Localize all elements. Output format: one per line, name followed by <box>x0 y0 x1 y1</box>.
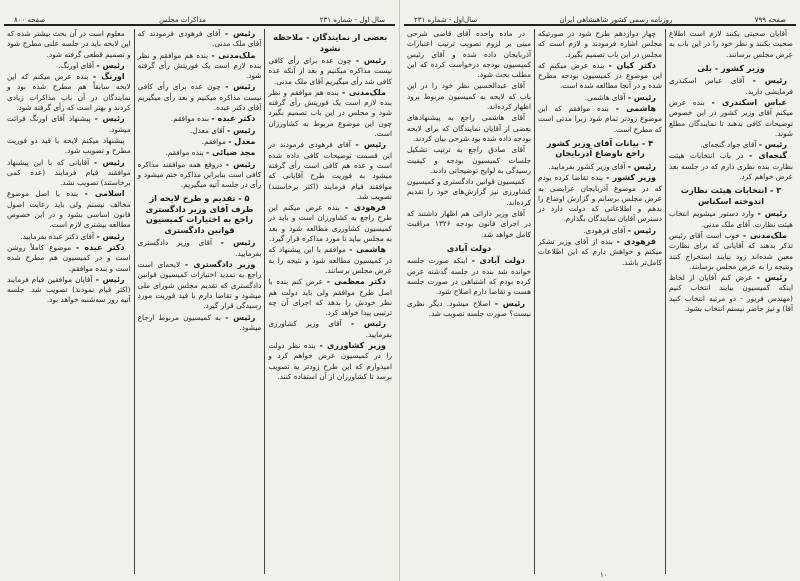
paragraph-text: آقایانی که با این پیشنهاد موافقند قیام فرمایند (عده کمی برخاستند) تصویب نشد. <box>6 157 131 188</box>
page-number: صفحه ۷۹۹ <box>754 16 786 24</box>
paragraph-text: بنده با اصل موضوع مخالف نیستم ولی باید رعایت اصول قانون اساسی بشود و در این خصوص مطالعه بیشتری لازم است. <box>6 189 131 230</box>
paragraph-text: معلوم است در آن بحث بیشتر شده که این لایحه باید در جلسه علنی مطرح شود و تصمیم قطعی گرفته شود. <box>6 29 131 59</box>
left-page-header <box>4 6 395 26</box>
paragraph <box>669 231 793 272</box>
paragraph <box>138 51 262 82</box>
paragraph <box>138 260 262 311</box>
speaker-name: عباس اسکندری - <box>711 97 787 107</box>
paragraph-text: موافقم. <box>201 136 226 146</box>
paragraph-text: بنده موافقم. <box>170 114 210 124</box>
paragraph-text: آقای فرهودی. <box>583 225 626 235</box>
section-heading: ۴ - بیانات آقای وزیر کشور راجع باوضاع آذربایجان <box>546 137 654 159</box>
paragraph <box>7 61 131 71</box>
paragraph <box>407 177 531 208</box>
section-heading: بعضی از نمایندگان - ملاحظه نشود <box>273 32 388 53</box>
paragraph-text: آقای فرهودی فرمودند که آقای ملک مدنی. <box>137 29 262 49</box>
paragraph <box>538 93 662 103</box>
paragraph <box>407 299 531 320</box>
paragraph <box>538 29 662 60</box>
speaker-name: مجد ضیائی - <box>206 148 256 158</box>
paragraph <box>407 113 531 144</box>
paragraph-text: اصلاح میشود. دیگر نظری نیست؟ صورت جلسه تصویب شد. <box>407 298 531 318</box>
paragraph-text: چون عده برای رأی کافی نیست مذاکره میکنیم و بعد رأی میگیریم آقای دکتر عبده. <box>137 82 262 113</box>
speaker-name: رئیس - <box>627 225 656 235</box>
speaker-name: ملک‌مدنی - <box>742 230 787 240</box>
paragraph-text: آقای اورنگ. <box>58 60 95 70</box>
paragraph-text: موضوع کاملاً روشن است و در کمیسیون هم مطرح شده است و بنده موافقم. <box>6 242 131 273</box>
paragraph <box>538 173 662 224</box>
paragraph <box>7 232 131 242</box>
speaker-name: رئیس - <box>627 92 656 102</box>
speaker-name: رئیس - <box>758 140 787 150</box>
speaker-name: رئیس - <box>225 82 256 92</box>
page-section-title: مذاکرات مجلس <box>159 16 206 24</box>
paragraph-text: آقای وزیر کشور بفرمایید. <box>548 161 626 171</box>
paragraph-text: بنده موافقم. <box>165 148 204 158</box>
paragraph <box>669 76 793 97</box>
paragraph <box>268 203 392 244</box>
issue-number: سال اول - شماره ۲۳۱ <box>319 16 385 24</box>
speaker-name: رئیس - <box>220 238 256 248</box>
paragraph <box>669 151 793 182</box>
paragraph-text: چهار دوازدهم طرح شود در صورتیکه مجلس اشاره فرمودند و لازم است که مجلس در این باب تصمیم بگیرد. <box>538 29 662 59</box>
paragraph-text: موافقم با این پیشنهاد که در کمیسیون مطالعه شود و نتیجه را به عرض مجلس برسانند. <box>268 245 392 275</box>
speaker-name: رئیس - <box>96 231 125 241</box>
paragraph <box>407 29 531 80</box>
paragraph <box>268 140 392 202</box>
paragraph-text: آقای عباس اسکندری فرمایشی دارید. <box>669 76 793 96</box>
speaker-name: رئیس - <box>224 29 256 38</box>
paragraph <box>138 29 262 50</box>
paragraph <box>138 160 262 191</box>
text-column <box>665 29 796 574</box>
paragraph-text: چون عده برای رأی کافی نیست مذاکره میکنیم و بعد از آنکه عده کافی شد رأی میگیریم آقای ملک مدنی. <box>268 56 392 86</box>
text-column <box>534 29 665 574</box>
paragraph <box>268 341 392 382</box>
speaker-name: رئیس - <box>752 76 787 86</box>
issue-number: سال‌اول - شماره ۲۳۱ <box>414 16 478 24</box>
paragraph <box>268 319 392 340</box>
speaker-name: رئیس - <box>756 273 787 283</box>
speaker-name: رئیس - <box>96 60 125 70</box>
paragraph <box>407 256 531 297</box>
speaker-name: رئیس - <box>757 209 787 219</box>
speaker-name: رئیس - <box>627 161 656 171</box>
paragraph <box>7 158 131 189</box>
speaker-name: اسلامی - <box>84 189 125 199</box>
speaker-name: گنجه‌ای - <box>749 151 787 161</box>
paragraph-text: در ماده واحده آقای قاضی شرحی مبنی بر لزوم تصویب ترتیب اعتبارات آذربایجان داده شده و آقای رئیس کمیسیون بودجه درخواست کرده که این مطلب بحث شود. <box>407 29 531 80</box>
paragraph-text: پیشنهاد آقای اورنگ قرائت میشود. <box>6 114 131 134</box>
paragraph-text: کمیسیون قوانین دادگستری و کمیسیون کشاورزی نیز گزارش‌های خود را تقدیم کرده‌اند. <box>407 177 531 207</box>
paragraph <box>7 114 131 135</box>
paragraph <box>669 209 793 230</box>
section-heading: دولت آبادی <box>446 242 492 253</box>
speaker-name: رئیس - <box>225 159 256 169</box>
paragraph <box>7 29 131 60</box>
paragraph <box>268 88 392 139</box>
paragraph-text: آقای هاشمی. <box>584 92 626 102</box>
paragraph-text: عرض کنم آقایان از لحاظ اینکه کمیسیون بیایند انتخاب کنیم (مهندس فریور - دو مرتبه انتخاب کنید آقا) و نیز حاضر نیستم انتخاب بشود. <box>669 273 793 314</box>
paragraph-text: آقای عبدالحسین نظر خود را در این باب که لایحه به کمیسیون مربوط برود اظهار کرده‌اند. <box>407 81 531 112</box>
paragraph-text: آقای وزیر دارائی هم اظهار داشتند که در اجرای قانون بودجه ۱۳۲۶ مراقبت کامل خواهد شد. <box>407 209 531 239</box>
paragraph-text: عرض کنم بنده با اصل طرح موافقم ولی باید دولت هم نظر خودش را بدهد که اجرای آن چه ترتیبی پیدا خواهد کرد. <box>268 277 392 318</box>
paragraph <box>7 72 131 113</box>
paragraph-text: دروقع همه موافقند مذاکره کافی است بنابراین مذاکره ختم میشود و رأی در جلسه آتیه میگیریم. <box>137 159 262 190</box>
paragraph-text: آقای جواد گنجه‌ای. <box>700 140 757 150</box>
paragraph-text: در باب انتخابات هیئت نظارت بنده نظری دارم که در جلسه بعد عرض خواهم کرد. <box>669 151 793 182</box>
paragraph <box>407 145 531 176</box>
speaker-name: رئیس - <box>494 298 525 308</box>
paragraph-text: بنده عرض میکنم که این موضوع در کمیسیون بودجه مطرح شده و در آنجا مطالعه شده است. <box>538 60 662 91</box>
paragraph <box>669 29 793 60</box>
paragraph-text: بنده هم موافقم و نظر بنده لازم است یک فوریتش رأی گرفته شود و مجلس در این باب تصمیم بگیرد چون این موضوع مربوط به کشاورزان است. <box>268 87 392 139</box>
paragraph <box>268 277 392 318</box>
speaker-name: فرهودی - <box>616 237 657 247</box>
speaker-name: رئیس - <box>94 114 125 124</box>
paragraph <box>407 209 531 240</box>
paragraph <box>538 162 662 172</box>
paragraph <box>538 104 662 135</box>
paragraph-text: آقای صادق راجع به ترتیب تشکیل جلسات کمیسیون بودجه و کیفیت رسیدگی به لوایح توضیحاتی دادند. <box>407 145 531 175</box>
paragraph <box>7 136 131 157</box>
left-page-columns <box>4 29 395 574</box>
paragraph-text: بنده عرض میکنم این طرح راجع به کشاورزان است و باید در کمیسیون کشاورزی مطالعه شود و بعد به مجلس بیاید تا مورد مذاکره قرار گیرد. <box>268 203 392 244</box>
section-heading: ۵ - تقدیم و طرح لایحه از طرف آقای وزیر دادگستری راجع به اختیارات کمیسیون قوانین دادگستری <box>145 193 254 235</box>
speaker-name: وزیر کشاورزی - <box>319 341 386 351</box>
paragraph-text: بنده عرض میکنم آقای وزیر کشور در این خصوص توضیحات کافی بدهند تا نمایندگان مطلع شوند. <box>669 97 793 138</box>
paragraph <box>138 114 262 124</box>
paragraph-text: آقای وزیر کشاورزی بفرمایید. <box>268 319 392 339</box>
paragraph <box>268 245 392 276</box>
paragraph <box>538 237 662 268</box>
paragraph <box>538 226 662 236</box>
paragraph-text: لایحه‌ای است راجع به تمدید اختیارات کمیسیون قوانین دادگستری که تقدیم مجلس شورای ملی میشود و تقاضا دارم با قید فوریت مورد رسیدگی قرار گیرد. <box>137 260 262 311</box>
paragraph <box>268 56 392 87</box>
page-footer-number: ۱۰ <box>600 571 608 579</box>
paragraph-text: بنده نظر دولت را در کمیسیون عرض خواهم کرد و امیدوارم که این طرح زودتر به تصویب برسد تا کشاورزان از آن استفاده کنند. <box>268 341 392 381</box>
right-page-header <box>404 6 796 26</box>
paragraph-text: بنده از آقای وزیر تشکر میکنم و خواهش دارم که این اطلاعات کامل‌تر باشد. <box>538 237 662 267</box>
paragraph <box>138 148 262 158</box>
paragraph-text: بنده هم موافقم و نظر بنده لازم است یک فوریتش رأی گرفته شود. <box>137 50 262 81</box>
paragraph <box>669 273 793 314</box>
paragraph-text: خوب است آقای رئیس تذکر بدهند که آقایانی که برای نظارت معین شده‌اند زود بیایند استخراج کنند ونتیجه را به عرض مجلس برسانند. <box>669 230 793 271</box>
paragraph-text: اینکه صورت جلسه خوانده شد بنده در جلسه گذشته عرض کرده بودم که اشتباهی در صورت جلسه هست و تقاضا دارم اصلاح شود. <box>407 256 531 297</box>
speaker-name: رئیس - <box>355 140 387 150</box>
paragraph-text: آقای معدل. <box>190 125 225 135</box>
paragraph <box>138 126 262 136</box>
paragraph <box>538 61 662 92</box>
paragraph <box>138 82 262 113</box>
paragraph-text: وارد دستور میشویم انتخاب هیئت نظارت. آقای ملک مدنی. <box>669 209 793 229</box>
speaker-name: دکتر عبده - <box>211 114 256 124</box>
speaker-name: رئیس - <box>350 319 387 329</box>
speaker-name: فرهودی - <box>344 203 386 213</box>
paragraph <box>7 275 131 306</box>
section-heading: وزیر کشور - بلی <box>697 62 765 73</box>
paragraph-text: به کمیسیون مربوط ارجاع میشود. <box>137 312 262 332</box>
text-column <box>264 29 395 574</box>
paragraph <box>138 238 262 259</box>
speaker-name: هاشمی - <box>615 104 656 114</box>
speaker-name: رئیس - <box>227 125 256 135</box>
speaker-name: دکتر عبده - <box>75 242 125 252</box>
speaker-name: دولت آبادی - <box>471 256 525 266</box>
paragraph <box>138 137 262 147</box>
paragraph <box>669 98 793 139</box>
right-page-columns <box>404 29 796 574</box>
speaker-name: ملک‌مدنی - <box>211 50 256 60</box>
speaker-name: دکتر معظمی - <box>326 277 386 287</box>
paragraph-text: آقایان موافقین قیام فرمایند (اکثر قیام نمودند) تصویب شد. جلسه آتیه روز سه‌شنبه خواهد بود. <box>6 274 131 305</box>
paragraph-text: بنده تقاضا کرده بودم که در موضوع آذربایجان عرایضی به عرض مجلس برسانم و گزارش اوضاع را بدهم و اطلاعاتی که دولت دارد در دسترس آقایان نمایندگان بگذارم. <box>538 173 662 224</box>
speaker-name: رئیس - <box>93 157 125 167</box>
right-page <box>400 0 800 581</box>
speaker-name: وزیر دادگستری - <box>184 260 256 270</box>
paragraph <box>7 189 131 230</box>
speaker-name: اورنگ - <box>92 72 125 82</box>
paragraph <box>7 243 131 274</box>
text-column <box>134 29 265 574</box>
paragraph-text: آقای وزیر دادگستری بفرمایید. <box>137 238 262 258</box>
speaker-name: رئیس - <box>95 274 125 284</box>
paragraph-text: آقای هاشمی راجع به پیشنهادهای بعضی از آقایان نمایندگان که برای لایحه بودجه داده شده بود شرحی بیان کردند. <box>407 113 531 143</box>
paragraph-text: آقای فرهودی فرمودند در این قسمت توضیحات کافی داده شده است و عده هم کافی است رأی گرفته میشود به فوریت طرح آقایانی که موافقند قیام فرمایند (اکثر برخاستند) تصویب شد. <box>268 140 392 201</box>
speaker-name: ملک‌مدنی - <box>341 87 386 97</box>
paragraph-text: بنده عرض میکنم که این لایحه سابقاً هم مطرح شده بود و نمایندگان در آن باب مذاکرات زیادی کردند و بهتر است که رأی گرفته شود. <box>6 72 131 113</box>
page-number: صفحه ۸۰۰ <box>14 16 46 24</box>
section-heading: ۳ - انتخابات هیئت نظارت اندوخته اسکناس <box>680 185 782 206</box>
speaker-name: رئیس - <box>355 56 387 65</box>
paragraph <box>407 81 531 112</box>
newspaper-title: روزنامه رسمی کشور شاهنشاهی ایران <box>559 16 673 24</box>
speaker-name: رئیس - <box>225 312 256 322</box>
paragraph-text: بنده موافقم که این موضوع زودتر تمام شود زیرا مدتی است که مطرح است. <box>538 104 662 134</box>
paragraph-text: آقای دکتر عبده بفرمایید. <box>20 231 95 241</box>
text-column <box>404 29 534 574</box>
speaker-name: هاشمی - <box>349 245 386 255</box>
paragraph-text: پیشنهاد میکنم لایحه با قید دو فوریت مطرح و تصویب شود. <box>6 135 131 156</box>
paragraph <box>669 140 793 150</box>
speaker-name: وزیر کشور - <box>605 173 656 183</box>
speaker-name: معدل - <box>228 136 256 146</box>
speaker-name: دکتر کیان - <box>608 60 656 70</box>
paragraph <box>138 313 262 334</box>
text-column <box>4 29 134 574</box>
paragraph-text: آقایان صحبتی بکنند لازم است اطلاع صحبت بکنند و نظر خود را در این باب به عرض مجلس برسانند. <box>669 29 793 59</box>
